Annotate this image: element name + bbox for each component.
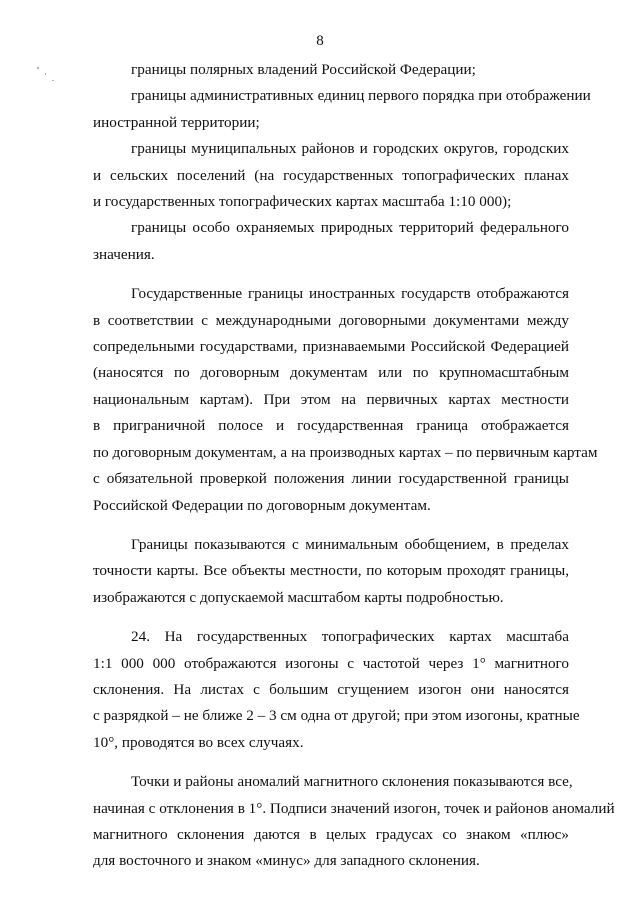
paragraph-foreign-borders [93,281,607,519]
text-line: Точки и районы аномалий магнитного склонения показываются все, [131,773,573,791]
paragraph-anomalies [93,769,615,875]
text-line: сопредельными государствами, признаваемыми Российской Федерацией [93,338,569,356]
text-line: 24. На государственных топографических картах масштаба [131,628,569,646]
text-line: границы полярных владений Российской Федерации; [131,61,476,78]
paragraph-protected-areas [93,215,607,268]
paragraph-polar-borders [93,57,607,83]
document-body [93,57,615,875]
text-line: магнитного склонения даются в целых градусах со знаком «плюс» [93,825,569,843]
text-line: точности карты. Все объекты местности, по которым проходят границы, [93,562,569,580]
scan-speck [52,80,54,81]
paragraph-item-24 [93,624,607,756]
text-line: Границы показываются с минимальным обобщением, в пределах [131,535,569,553]
scan-speck [45,73,46,75]
text-line: Российской Федерации по договорным документам. [93,496,431,514]
paragraph-municipal-borders [93,136,607,215]
page-number: 8 [316,33,324,49]
text-line: и сельских поселений (на государственных топографических планах [93,166,569,184]
text-line: для восточного и знаком «минус» для западного склонения. [93,852,480,870]
text-line: границы особо охраняемых природных территорий федерального [131,219,569,237]
text-line: изображаются с допускаемой масштабом карты подробностью. [93,588,504,606]
text-line: 10°, проводятся во всех случаях. [93,733,304,751]
text-line: границы муниципальных районов и городских округов, городских [131,140,569,158]
scan-speck [37,67,39,69]
text-line: с обязательной проверкой положения линии государственной границы [93,470,569,488]
text-line: иностранной территории; [93,113,260,131]
text-line: с разрядкой – не ближе 2 – 3 см одна от другой; при этом изогоны, кратные [93,707,580,725]
text-line: (наносятся по договорным документам или по крупномасштабным [93,364,569,382]
text-line: в соответствии с международными договорными документами между [93,311,569,329]
paragraph-admin-borders [93,83,607,136]
text-line: и государственных топографических картах масштаба 1:10 000); [93,193,512,211]
text-line: в приграничной полосе и государственная граница отображается [93,417,569,435]
text-line: склонения. На листах с большим сгущением изогон они наносятся [93,680,569,698]
paragraph-generalization [93,532,607,611]
text-line: по договорным документам, а на производных картах – по первичным картам [93,443,598,461]
text-line: значения. [93,245,155,263]
text-line: национальным картам). При этом на первичных картах местности [93,390,569,408]
text-line: начиная с отклонения в 1°. Подписи значений изогон, точек и районов аномалий [93,799,615,817]
text-line: 1:1 000 000 отображаются изогоны с частотой через 1° магнитного [93,654,569,672]
text-line: Государственные границы иностранных государств отображаются [131,285,569,303]
text-line: границы административных единиц первого порядка при отображении [131,87,591,105]
